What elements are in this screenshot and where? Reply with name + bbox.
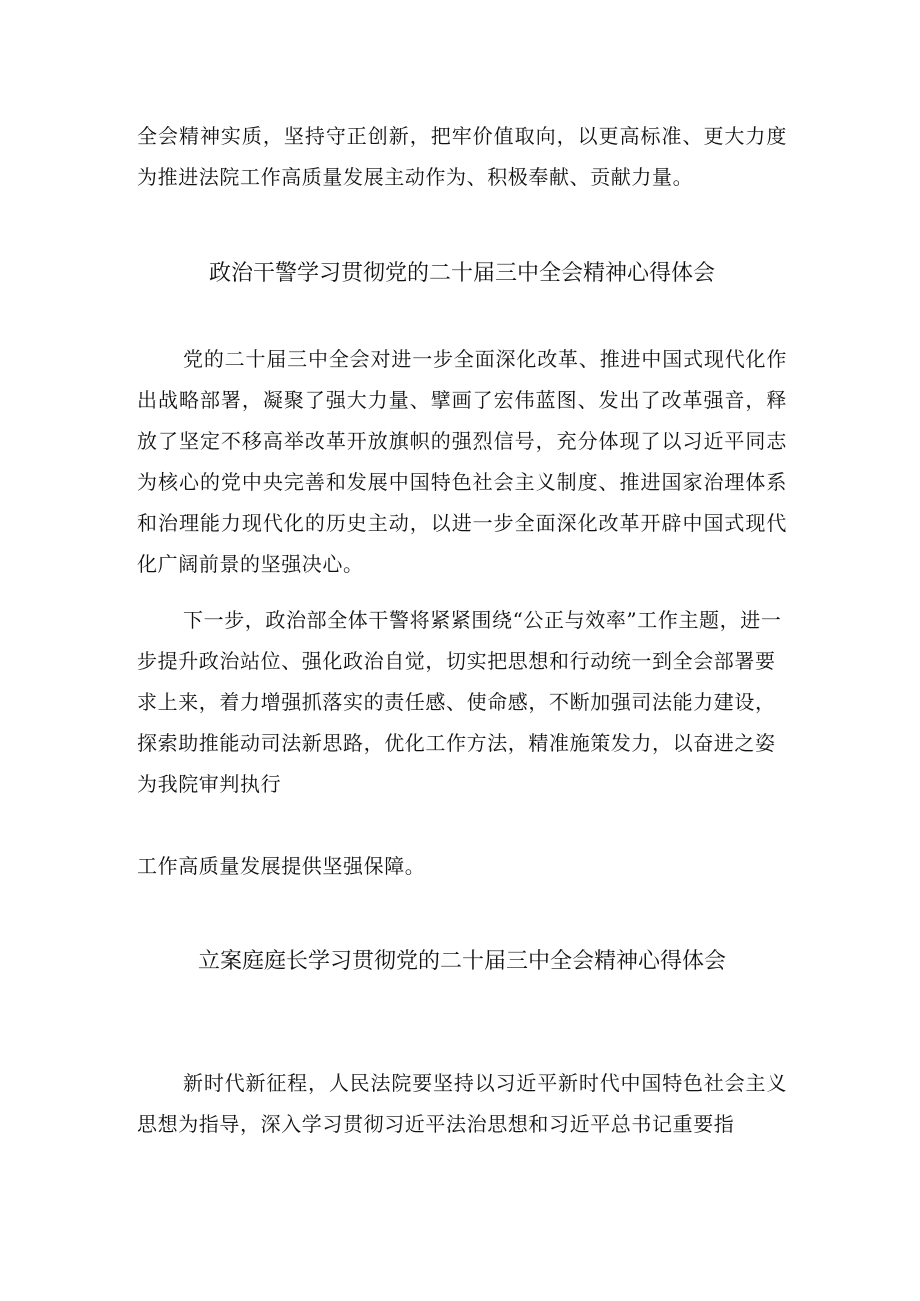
continuation-paragraph: 全会精神实质，坚持守正创新，把牢价值取向，以更高标准、更大力度为推进法院工作高质量发展主动作为、积极奉献、贡献力量。 bbox=[137, 124, 787, 189]
section2-paragraph-1: 新时代新征程，人民法院要坚持以习近平新时代中国特色社会主义思想为指导，深入学习贯彻习近平法治思想和习近平总书记重要指 bbox=[137, 1071, 787, 1136]
section1-paragraph-1: 党的二十届三中全会对进一步全面深化改革、推进中国式现代化作出战略部署，凝聚了强大力量、擘画了宏伟蓝图、发出了改革强音，释放了坚定不移高举改革开放旗帜的强烈信号，充分体现了以习近平同志为核心的党中央完善和发展中国特色社会主义制度、推进国家治理体系和治理能力现代化的历史主动，以进一步全面深化改革开辟中国式现代化广阔前景的坚强决心。 bbox=[137, 347, 787, 576]
section-title-political-officers: 政治干警学习贯彻党的二十届三中全会精神心得体会 bbox=[208, 261, 715, 286]
section-title-filing-division-chief: 立案庭庭长学习贯彻党的二十届三中全会精神心得体会 bbox=[197, 949, 726, 974]
section1-paragraph-2: 下一步，政治部全体干警将紧紧围绕“公正与效率”工作主题，进一步提升政治站位、强化政治自觉，切实把思想和行动统一到全会部署要求上来，着力增强抓落实的责任感、使命感，不断加强司法能力建设，探索助推能动司法新思路，优化工作方法，精准施策发力，以奋进之姿为我院审判执行 bbox=[137, 608, 782, 796]
section1-paragraph-2-continued: 工作高质量发展提供坚强保障。 bbox=[137, 854, 426, 878]
